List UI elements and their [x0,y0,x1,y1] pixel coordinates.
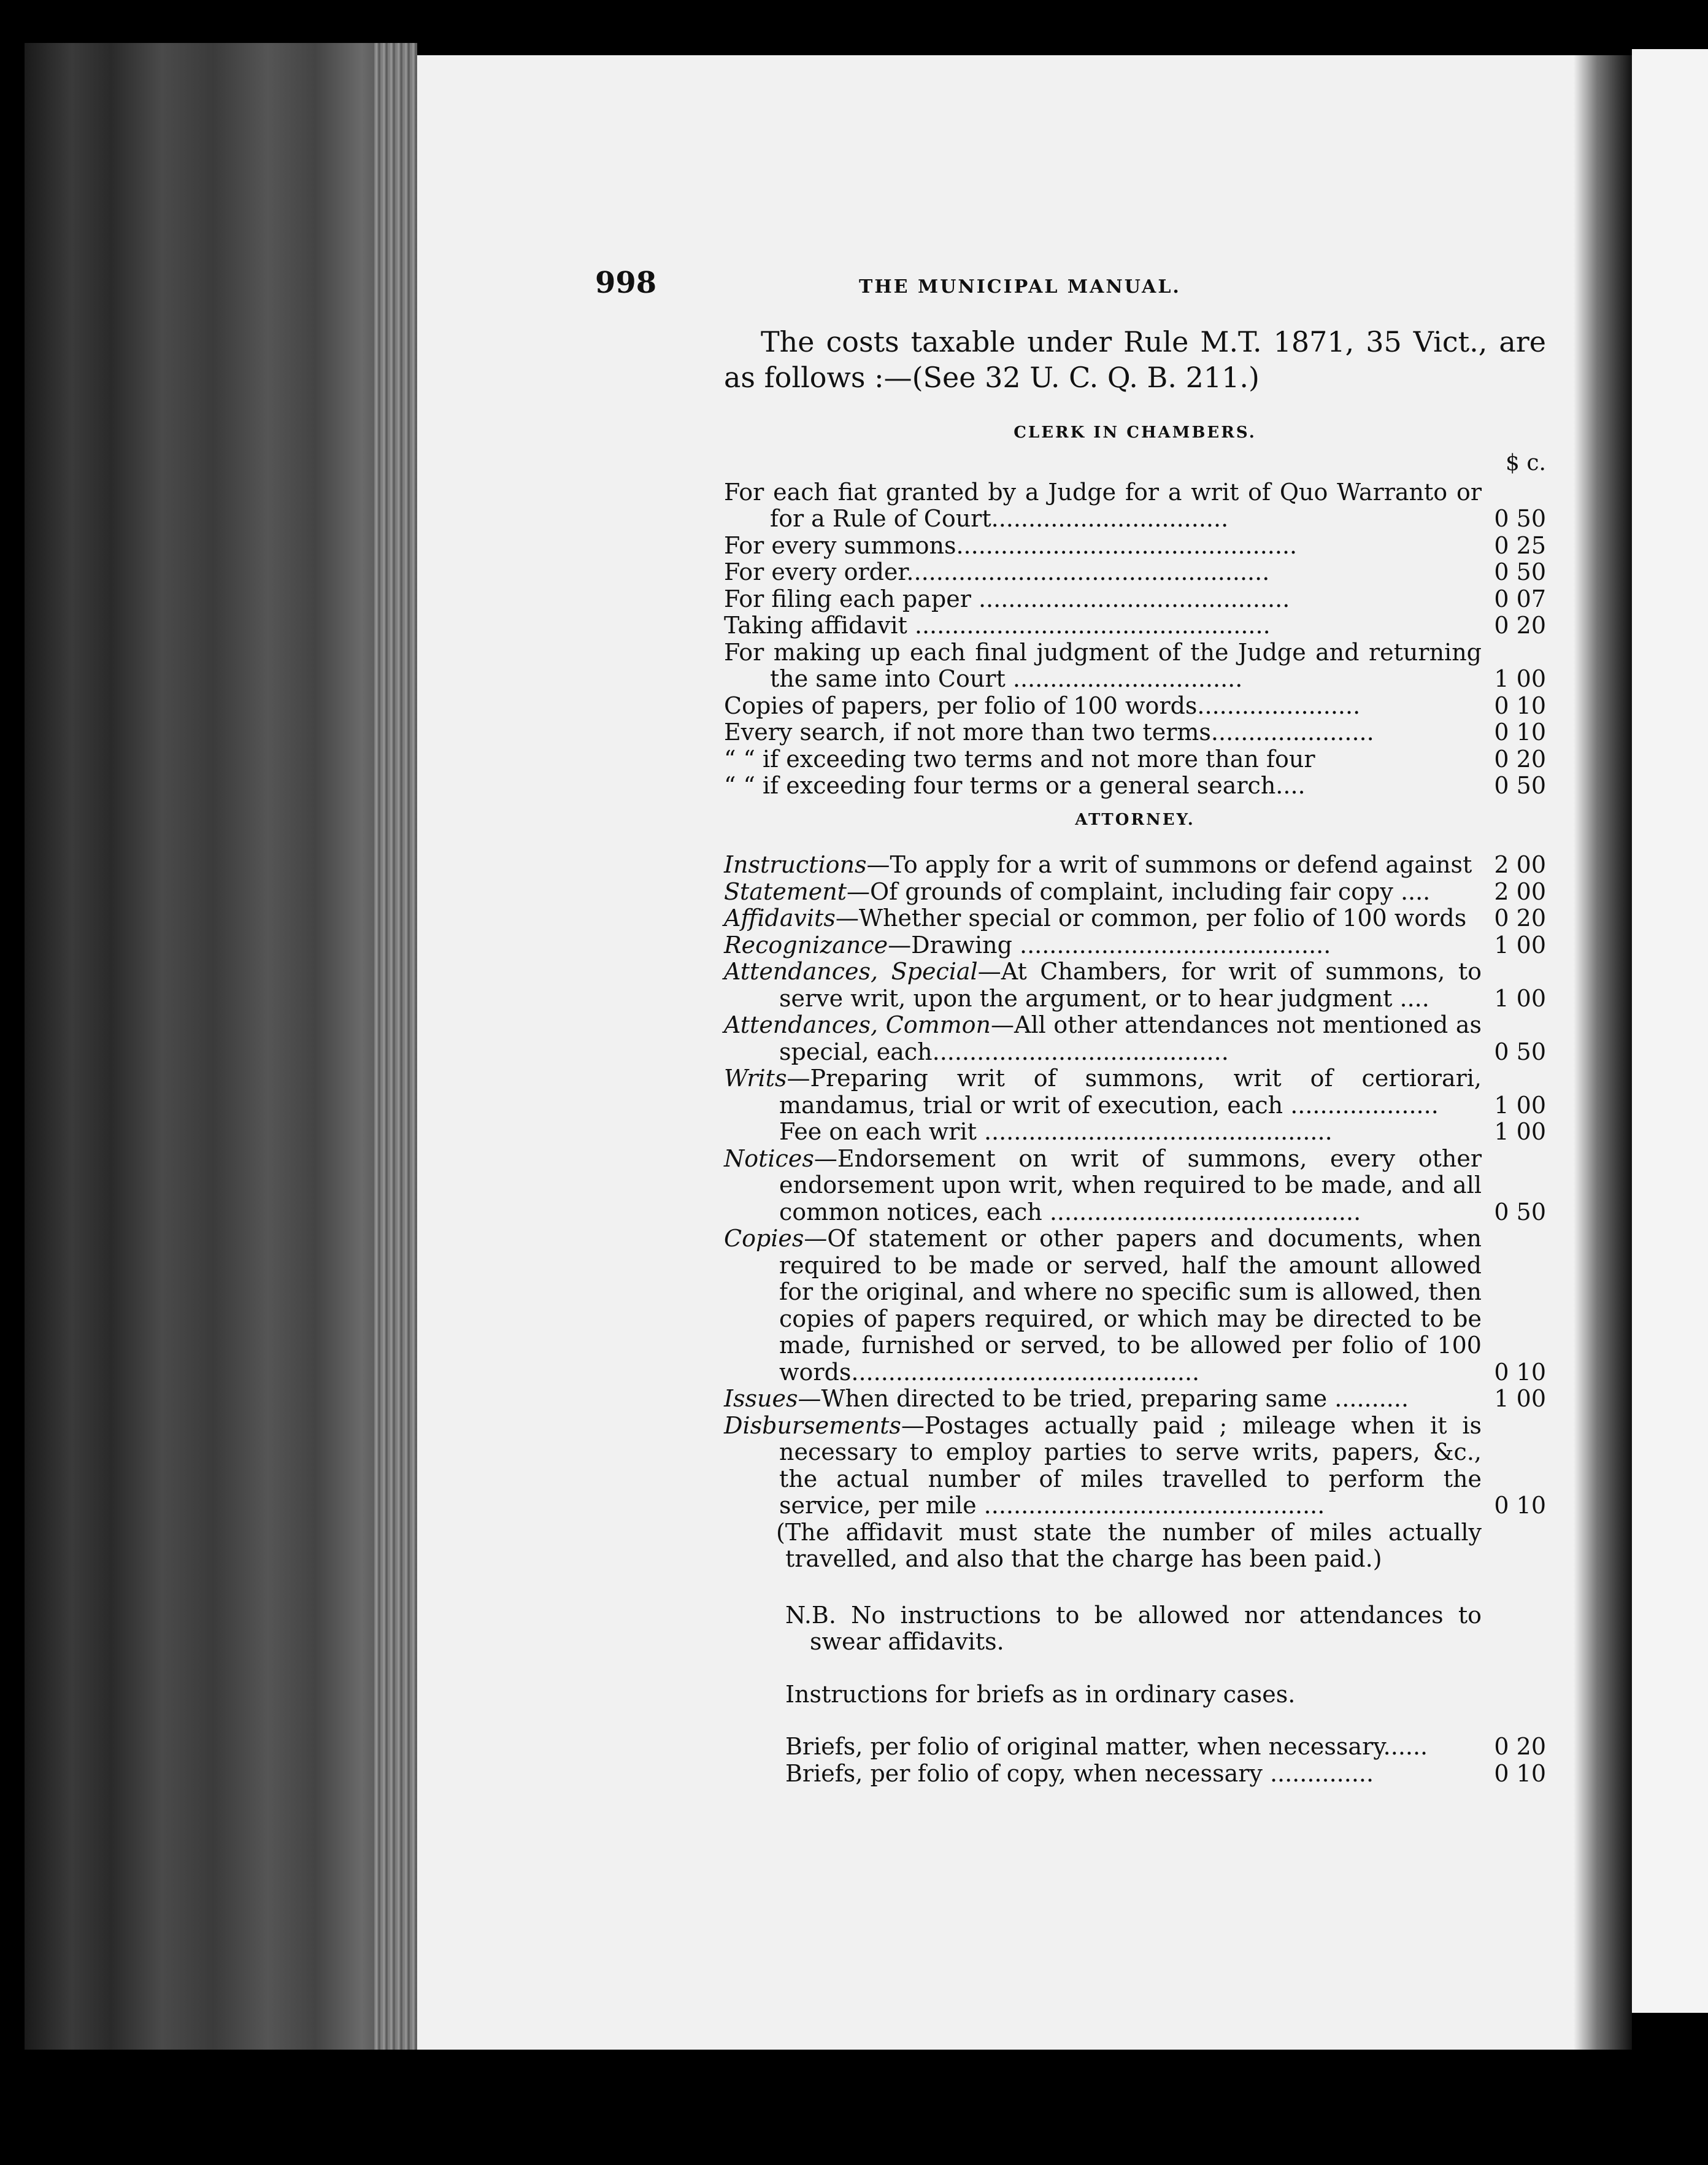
fee-description [724,1146,1482,1226]
fee-item-heading: Notices [724,1144,814,1172]
fee-text: For every summons.............................................. [724,531,1298,559]
fee-amount: 0 20 [1494,1733,1546,1760]
fee-text: Taking affidavit ................................................ [724,612,1271,639]
fee-amount: 1 00 [1494,984,1546,1012]
currency-unit-label: $ c. [1506,450,1546,476]
fee-description [724,1734,1482,1761]
fee-text: For each fiat granted by a Judge for a writ of Quo Warranto or for a Rule of Court................................ [724,478,1482,532]
fee-description [724,559,1482,586]
fee-amount: 1 00 [1494,1385,1546,1412]
nb-row [724,1573,1546,1656]
fee-row [724,479,1546,533]
fee-amount: 0 10 [1494,1358,1546,1386]
fee-row [724,773,1546,800]
fee-row [724,1386,1546,1413]
fee-text: —Endorsement on writ of summons, every other endorsement upon writ, when required to be made, and all common notices, each .......................................... [779,1144,1482,1225]
fee-item-heading: Disbursements [724,1411,901,1439]
fee-row [724,1413,1546,1519]
fee-row [724,932,1546,959]
fee-text: For every order................................................. [724,558,1270,585]
briefs-fee-list [724,1734,1546,1787]
fee-text: Copies of papers, per folio of 100 words...................... [724,692,1361,719]
section-title-clerk: CLERK IN CHAMBERS. [1014,423,1256,442]
fee-description [724,1761,1482,1788]
fee-row [724,612,1546,639]
fee-row [724,1734,1546,1761]
fee-text: “ “ if exceeding four terms or a general search.... [724,772,1306,799]
fee-description [724,905,1482,932]
fee-description [724,639,1482,693]
fee-row [724,533,1546,560]
fee-amount: 2 00 [1494,878,1546,905]
fee-amount: 0 50 [1494,772,1546,799]
fee-amount: 0 50 [1494,505,1546,532]
fee-text: —Postages actually paid ; mileage when it is necessary to employ parties to serve writs, papers, &c., the actual number of miles travelled to perform the service, per mile .............................................. [779,1411,1482,1519]
fee-text: —Drawing .......................................... [888,931,1331,959]
fee-description [724,693,1482,720]
fee-row [724,1012,1546,1065]
facing-page-edge [1632,49,1708,2013]
fee-text: For filing each paper .......................................... [724,585,1290,612]
fee-amount: 1 00 [1494,1091,1546,1119]
fee-text: —At Chambers, for writ of summons, to serve writ, upon the argument, or to hear judgment .... [779,958,1482,1012]
fee-description [724,533,1482,560]
intro-paragraph: The costs taxable under Rule M.T. 1871, 35 Vict., are as follows :—(See 32 U. C. Q. B. 211.) [724,325,1546,394]
fee-text: —Preparing writ of summons, writ of certiorari, mandamus, trial or writ of execution, each .................... [779,1065,1482,1119]
fee-text: —Of grounds of complaint, including fair copy .... [846,878,1431,905]
fee-text: —All other attendances not mentioned as special, each........................................ [779,1011,1482,1065]
fee-text: Fee on each writ ............................................... [779,1118,1333,1145]
running-head: THE MUNICIPAL MANUAL. [859,276,1181,298]
fee-row [724,852,1546,879]
fee-item-heading: Copies [724,1225,804,1252]
fee-description [724,1119,1482,1146]
page-content [595,266,1546,1787]
fee-row [724,559,1546,586]
fee-description [724,852,1482,879]
fee-row [724,1761,1546,1788]
fee-row [724,719,1546,746]
fee-item-heading: Instructions [724,851,867,878]
fee-description [724,879,1482,906]
briefs-instructions: Instructions for briefs as in ordinary cases. [785,1680,1296,1708]
fee-description [724,1065,1482,1119]
fee-amount: 0 20 [1494,612,1546,639]
page-number: 998 [595,266,657,300]
fee-item-heading: Statement [724,878,847,905]
page-stack-strip [374,43,417,2050]
fee-description [724,746,1482,773]
fee-row [724,879,1546,906]
fee-description [724,586,1482,613]
fee-row [724,1225,1546,1386]
fee-amount: 0 10 [1494,1492,1546,1519]
fee-text: “ “ if exceeding two terms and not more than four [724,745,1315,773]
fee-row [724,693,1546,720]
fee-item-heading: Affidavits [724,905,836,932]
fee-row [724,959,1546,1012]
fee-text: —When directed to be tried, preparing same .......... [798,1385,1409,1412]
fee-text: Briefs, per folio of copy, when necessary .............. [785,1759,1374,1787]
fee-row [724,1065,1546,1119]
fee-text: For making up each final judgment of the Judge and returning the same into Court ............................... [724,638,1482,692]
fee-amount: 0 07 [1494,585,1546,612]
fee-amount: 0 20 [1494,905,1546,932]
fee-row [724,639,1546,693]
fee-amount: 0 25 [1494,531,1546,559]
fee-amount: 0 20 [1494,745,1546,773]
fee-amount: 1 00 [1494,665,1546,692]
fee-amount: 0 50 [1494,1198,1546,1225]
fee-amount: 1 00 [1494,931,1546,959]
affidavit-note: (The affidavit must state the number of miles actually travelled, and also that the charge has been paid.) [776,1518,1482,1572]
fee-description [724,1225,1482,1386]
fee-item-heading: Recognizance [724,931,888,959]
affidavit-note-row [724,1519,1546,1573]
clerk-fee-list [724,479,1546,800]
fee-row [724,905,1546,932]
attorney-fee-list [724,852,1546,1519]
fee-item-heading: Writs [724,1065,787,1092]
fee-amount: 0 10 [1494,692,1546,719]
section-title-attorney: ATTORNEY. [1075,810,1195,829]
fee-item-heading: Attendances, Common [724,1011,991,1038]
nb-note: N.B. No instructions to be allowed nor attendances to swear affidavits. [785,1601,1482,1655]
fee-description [724,1413,1482,1519]
fee-text: Every search, if not more than two terms...................... [724,719,1374,746]
book-page-edges [25,43,417,2050]
fee-description [724,1012,1482,1065]
fee-description [724,719,1482,746]
gutter-shadow [1574,55,1632,2050]
page-header [595,266,1546,301]
fee-amount: 0 50 [1494,1038,1546,1065]
fee-description [724,959,1482,1012]
fee-row [724,746,1546,773]
fee-description [724,1386,1482,1413]
fee-row [724,1146,1546,1226]
fee-item-heading: Attendances, Special [724,958,978,985]
fee-text: —To apply for a writ of summons or defend against [866,851,1472,878]
fee-description [724,932,1482,959]
fee-amount: 1 00 [1494,1118,1546,1145]
fee-row [724,586,1546,613]
fee-row [724,1119,1546,1146]
fee-description [724,479,1482,533]
fee-description [724,612,1482,639]
fee-text: —Whether special or common, per folio of 100 words [835,905,1467,932]
fee-description [724,773,1482,800]
fee-amount: 0 10 [1494,1759,1546,1787]
fee-amount: 0 50 [1494,558,1546,585]
fee-amount: 0 10 [1494,719,1546,746]
fee-amount: 2 00 [1494,851,1546,878]
fee-item-heading: Issues [724,1385,798,1412]
fee-text: Briefs, per folio of original matter, when necessary...... [785,1733,1428,1760]
fee-text: —Of statement or other papers and documents, when required to be made or served, half the amount allowed for the original, and where no specific sum is allowed, then copies of papers required, or which may be directed to be made, furnished or served, to be allowed per folio of 100 words............................................... [779,1225,1482,1386]
